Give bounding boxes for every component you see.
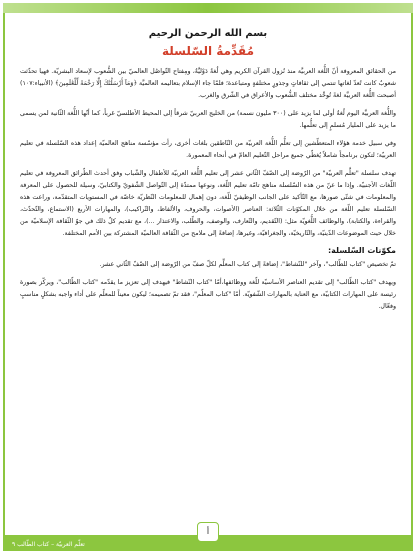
page-content — [20, 28, 396, 514]
paragraph-3: وفي سبيل خدمة هؤلاء المتعطّشين إلى تعلُّم اللُّغة العربيّة من النّاطقين بلغات أخرى، رأت مؤسّسة مناهج العالميّة إعداد هذه السّلسلة في تعليم العربيّة؛ لتكون برنامجاً شاملاً يُغطّي جميع مراحل التّعليم العامّ في أنحاء المعمورة. — [20, 140, 396, 159]
series-title: مُقَدِّمةُ السّلسلة — [162, 44, 254, 58]
section-heading-components: مكوّنات السّلسلة: — [327, 246, 396, 255]
paragraph-6: ويهدف "كتاب الطّالب" إلى تقديم العناصر الأساسيّة للّغة ووظائفها،أمّا "كتاب النّشاط" فيهدف إلى تعزيز ما يقدّمه "كتاب الطّالب"، ويركّز بصورة رئيسة على المهارات الكتابيّة، مع العناية بالمهارات الشّفويّة. أمّا "كتاب المعلّم"، فقد تمّ تصميمه؛ ليكون معيناً للمعلّم على أداء واجبه بشكلٍ مناسبٍ وفعّال. — [20, 279, 396, 310]
paragraph-5: تمّ تخصيص "كتاب للطّالب"، وآخر "للنّشاط"، إضافةً إلى كتاب المعلِّم لكلّ صفّ من الرّوضة إلى الصّفّ الثّاني عشر. — [99, 261, 396, 268]
basmala: بسم الله الرحمن الرحيم — [148, 28, 268, 39]
paragraph-4: تهدف سلسلة "تعلَّم العربيّة" من الرّوضة إلى الصّفّ الثّاني عشر إلى تعليم اللُّغة العربيّة للأطفال والشّباب وفق أحدث الطّرائق المعروفة في تعليم اللّغات الأجنبيّة. وإذا ما عنّ من هذه السّلسلة مناهج تامّة تعليم اللّغة، ونوعها ممتدّة إلى التّواصل الشّفويّ والكتابيّ، وسيلة للحصول على المعرفة والمعلومات في شتّى صورها، مع التّأكيد على الجانب الوظيفيّ للّغة، دون إهمال للمعلومات النّظريّة خاصّة في المستويات المتقدّمة، وراعت هذه السّلسلة تعليم اللّغة من خلال المكوّنات الثّلاثة: العناصر (الأصوات، والحروف، والألفاظ، والتّراكيب)، والمهارات الأربع (الاستماع، والتّحدّث، والقراءة، والكتابة)، والوظائف اللُّغويّة مثل: (التّقديم، والتّعارف، والوصف، والطّلب، والاعتذار ...)، مع تقديم كلّ ذلك في جوّ الثّقافة الإسلاميّة من خلال حيث الموضوعات الدّينيّة، والتّاريخيّة، والجغرافيّة، وغيرها، إضافةً إلى ملامح من الثّقافة العالميّة المشتركة بين الأمم المختلفة. — [20, 170, 396, 237]
page-number: أ — [197, 522, 219, 542]
paragraph-1: من الحقائق المعروفة أنّ اللُّغة العربيَّة منذ نُزول القرآن الكريم وهي لُغةٌ دَوْليَّةٌ، ومِفتاح التّواصُل العالميّ بين الشُّعوب لإسعاد البشريّة. فهيا تحدّثت شعوبٌ كانت تُعدّ لغاتها تنتمي إلى ثقافاتٍ وجذورٍ مختلفةٍ ومتباعدة؛ فلمّا جاء الإسلام بتعاليمه العالميَّة ﴿وَمَآ أَرْسَلْنَٰكَ إِلَّا رَحْمَةً لِّلْعَٰلَمِينَ﴾ (الأنبياء:١٠٧) أصبحت اللُّغة العربيَّة لغةً تُوحِّد مختلف الشُّعوب والأعراق في الشّرق والغرب. — [20, 68, 396, 99]
footer-book-title: تعلّم العربيّة – كتاب الطّالب ٩ — [12, 541, 85, 548]
top-decorative-band — [3, 3, 413, 13]
paragraph-2: واللُّغة العربيَّة اليوم لُغةٌ أولى لما يزيد على (٣٠٠ مليون نسمة) من الخليج العربيّ شرقاً إلى المحيط الأطلسيّ غرباً، كما أنّها اللُّغة الثّانية لمن يسمى ما يزيد على المليار مُسلمٍ إلى تعلُّمها. — [20, 110, 396, 129]
